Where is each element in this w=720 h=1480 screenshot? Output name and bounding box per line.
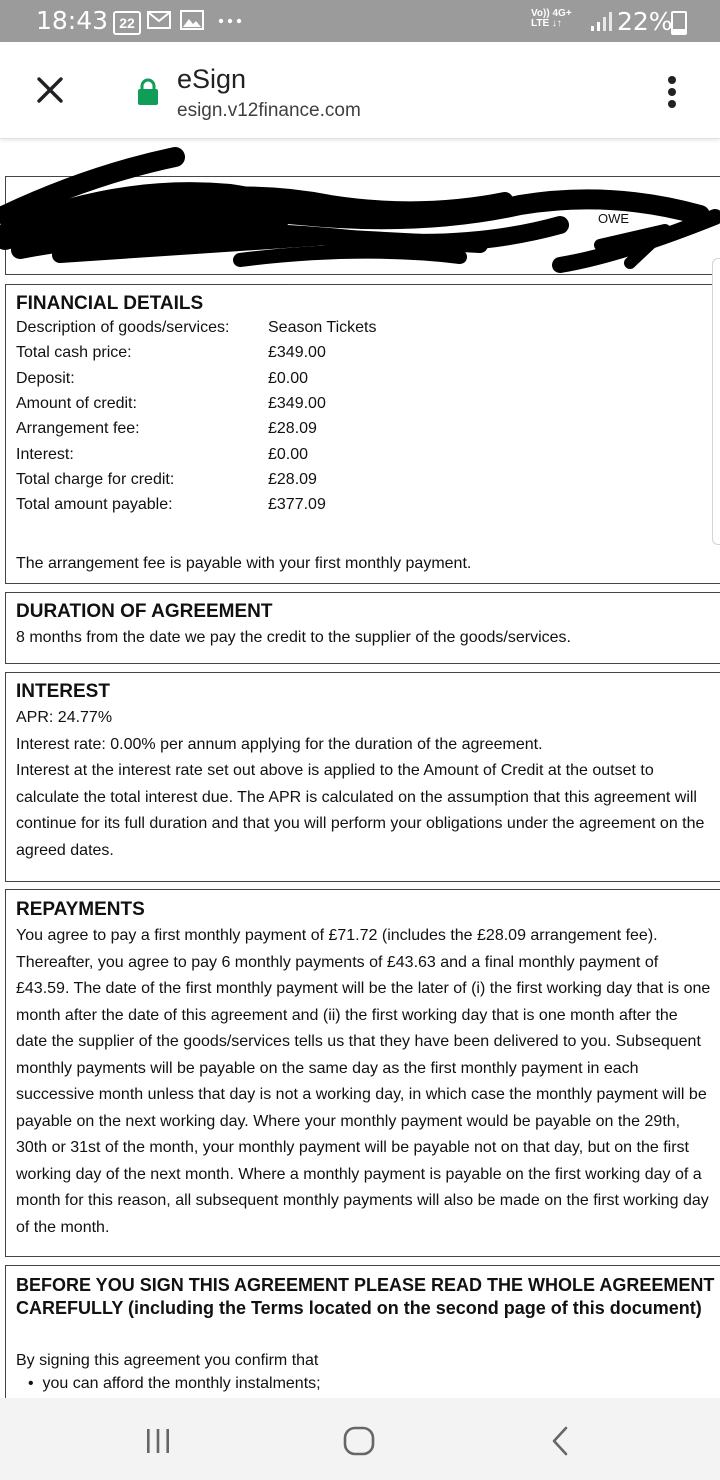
financial-value: £28.09: [268, 420, 317, 438]
financial-row: [16, 496, 326, 514]
financial-label: Deposit:: [16, 369, 75, 387]
financial-value: £349.00: [268, 394, 326, 412]
redacted-fragment: ls Degan: [230, 213, 286, 229]
section-heading: INTEREST: [16, 681, 110, 702]
financial-value: £0.00: [268, 369, 309, 387]
duration-section: [5, 592, 720, 664]
financial-row: [16, 319, 377, 337]
financial-value: £28.09: [268, 470, 317, 488]
battery-percent: 22%: [617, 7, 673, 36]
custom-tab-toolbar: [0, 42, 720, 139]
financial-value: Season Tickets: [268, 319, 377, 336]
bullet-text: you can afford the monthly instalments;: [42, 1375, 321, 1392]
signal-icon: [590, 12, 612, 32]
arrangement-fee-note: The arrangement fee is payable with your first monthly payment.: [16, 555, 472, 572]
gmail-icon: [147, 9, 171, 31]
back-icon[interactable]: [550, 1426, 570, 1456]
section-heading: BEFORE YOU SIGN THIS AGREEMENT PLEASE READ THE WHOLE AGREEMENT CAREFULLY (including the Terms located on the second page of this document): [16, 1275, 715, 1318]
financial-label: Total cash price:: [16, 344, 132, 362]
recent-apps-icon[interactable]: [144, 1428, 172, 1454]
redacted-fragment: OWE: [598, 211, 630, 226]
sign-confirm-bullet: [28, 1371, 720, 1398]
financial-value: £377.09: [268, 496, 326, 514]
page-title: eSign: [177, 64, 247, 94]
network-indicator: Vo)) 4G+ LTE ↓↑: [531, 8, 572, 29]
interest-explanation: Interest at the interest rate set out above is applied to the Amount of Credit at the outset to calculate the total interest due. The APR is calculated on the assumption that this agreement will continue for its full duration and that you will perform your obligations under the agreement on the agreed dates.: [16, 762, 705, 859]
redacted-fragment: Mr: [15, 208, 32, 224]
section-heading: FINANCIAL DETAILS: [16, 293, 204, 314]
apr-text: APR: 24.77%: [16, 709, 113, 726]
redaction-scribble: [0, 145, 720, 280]
bullet-glyph: •: [28, 1375, 43, 1392]
status-time: 18:43: [36, 6, 109, 35]
financial-row: [16, 445, 309, 464]
financial-label: Description of goods/services:: [16, 319, 230, 336]
close-icon[interactable]: [34, 74, 66, 106]
status-bar: [0, 0, 720, 42]
financial-label: Interest:: [16, 445, 74, 463]
financial-label: Arrangement fee:: [16, 420, 140, 438]
section-heading: DURATION OF AGREEMENT: [16, 601, 273, 622]
home-icon[interactable]: [343, 1426, 375, 1456]
section-heading: REPAYMENTS: [16, 899, 145, 920]
more-vert-icon[interactable]: [666, 76, 678, 112]
duration-text: 8 months from the date we pay the credit to the supplier of the goods/services.: [16, 629, 571, 646]
financial-details-section: [5, 284, 720, 584]
financial-label: Total charge for credit:: [16, 470, 175, 488]
financial-row: [16, 394, 326, 413]
financial-row: [16, 470, 317, 489]
sign-confirm-intro: By signing this agreement you confirm that: [16, 1352, 319, 1369]
financial-row: [16, 369, 309, 388]
page-url[interactable]: esign.v12finance.com: [177, 100, 361, 121]
financial-label: Amount of credit:: [16, 394, 137, 412]
repayments-section: [5, 889, 720, 1257]
scrollbar-thumb[interactable]: [712, 258, 720, 545]
battery-icon: [671, 11, 687, 35]
repayments-text: You agree to pay a first monthly payment of £71.72 (includes the £28.09 arrangement fee). Thereafter, you agree to pay 6 monthly payments of £43.63 and a final monthly payment of £43.59. The date of the first monthly payment will be the later of (i) the first working day that is one month after the date of this agreement and (ii) the first working day that is one month after the date the supplier of the goods/services tells us that they have been delivered to you. Subsequent monthly payments will be payable on the same day as the first monthly payment in each successive month unless that day is not a working day, in which case the monthly payment will be payable on the next working day. Where your monthly payment would be payable on the 29th, 30th or 31st of the month, your monthly payment will be payable not on that day, but on the first working day of the next month. Where a monthly payment is payable on the first working day of a month for this reason, all subsequent monthly payments will also be made on the first working day of the month.: [16, 927, 711, 1236]
redacted-fragment: dai: [396, 208, 415, 224]
financial-value: £349.00: [268, 344, 326, 362]
interest-section: [5, 672, 720, 882]
financial-row: [16, 420, 317, 438]
gallery-icon: [180, 9, 204, 31]
financial-value: £0.00: [268, 445, 309, 463]
financial-row: [16, 344, 326, 362]
notification-count-badge: 22: [113, 11, 141, 35]
system-navigation-bar: [0, 1398, 720, 1480]
financial-label: Total amount payable:: [16, 496, 173, 514]
more-notifications-icon: [218, 18, 242, 24]
interest-rate-text: Interest rate: 0.00% per annum applying for the duration of the agreement.: [16, 736, 543, 753]
lock-icon[interactable]: [137, 78, 159, 106]
